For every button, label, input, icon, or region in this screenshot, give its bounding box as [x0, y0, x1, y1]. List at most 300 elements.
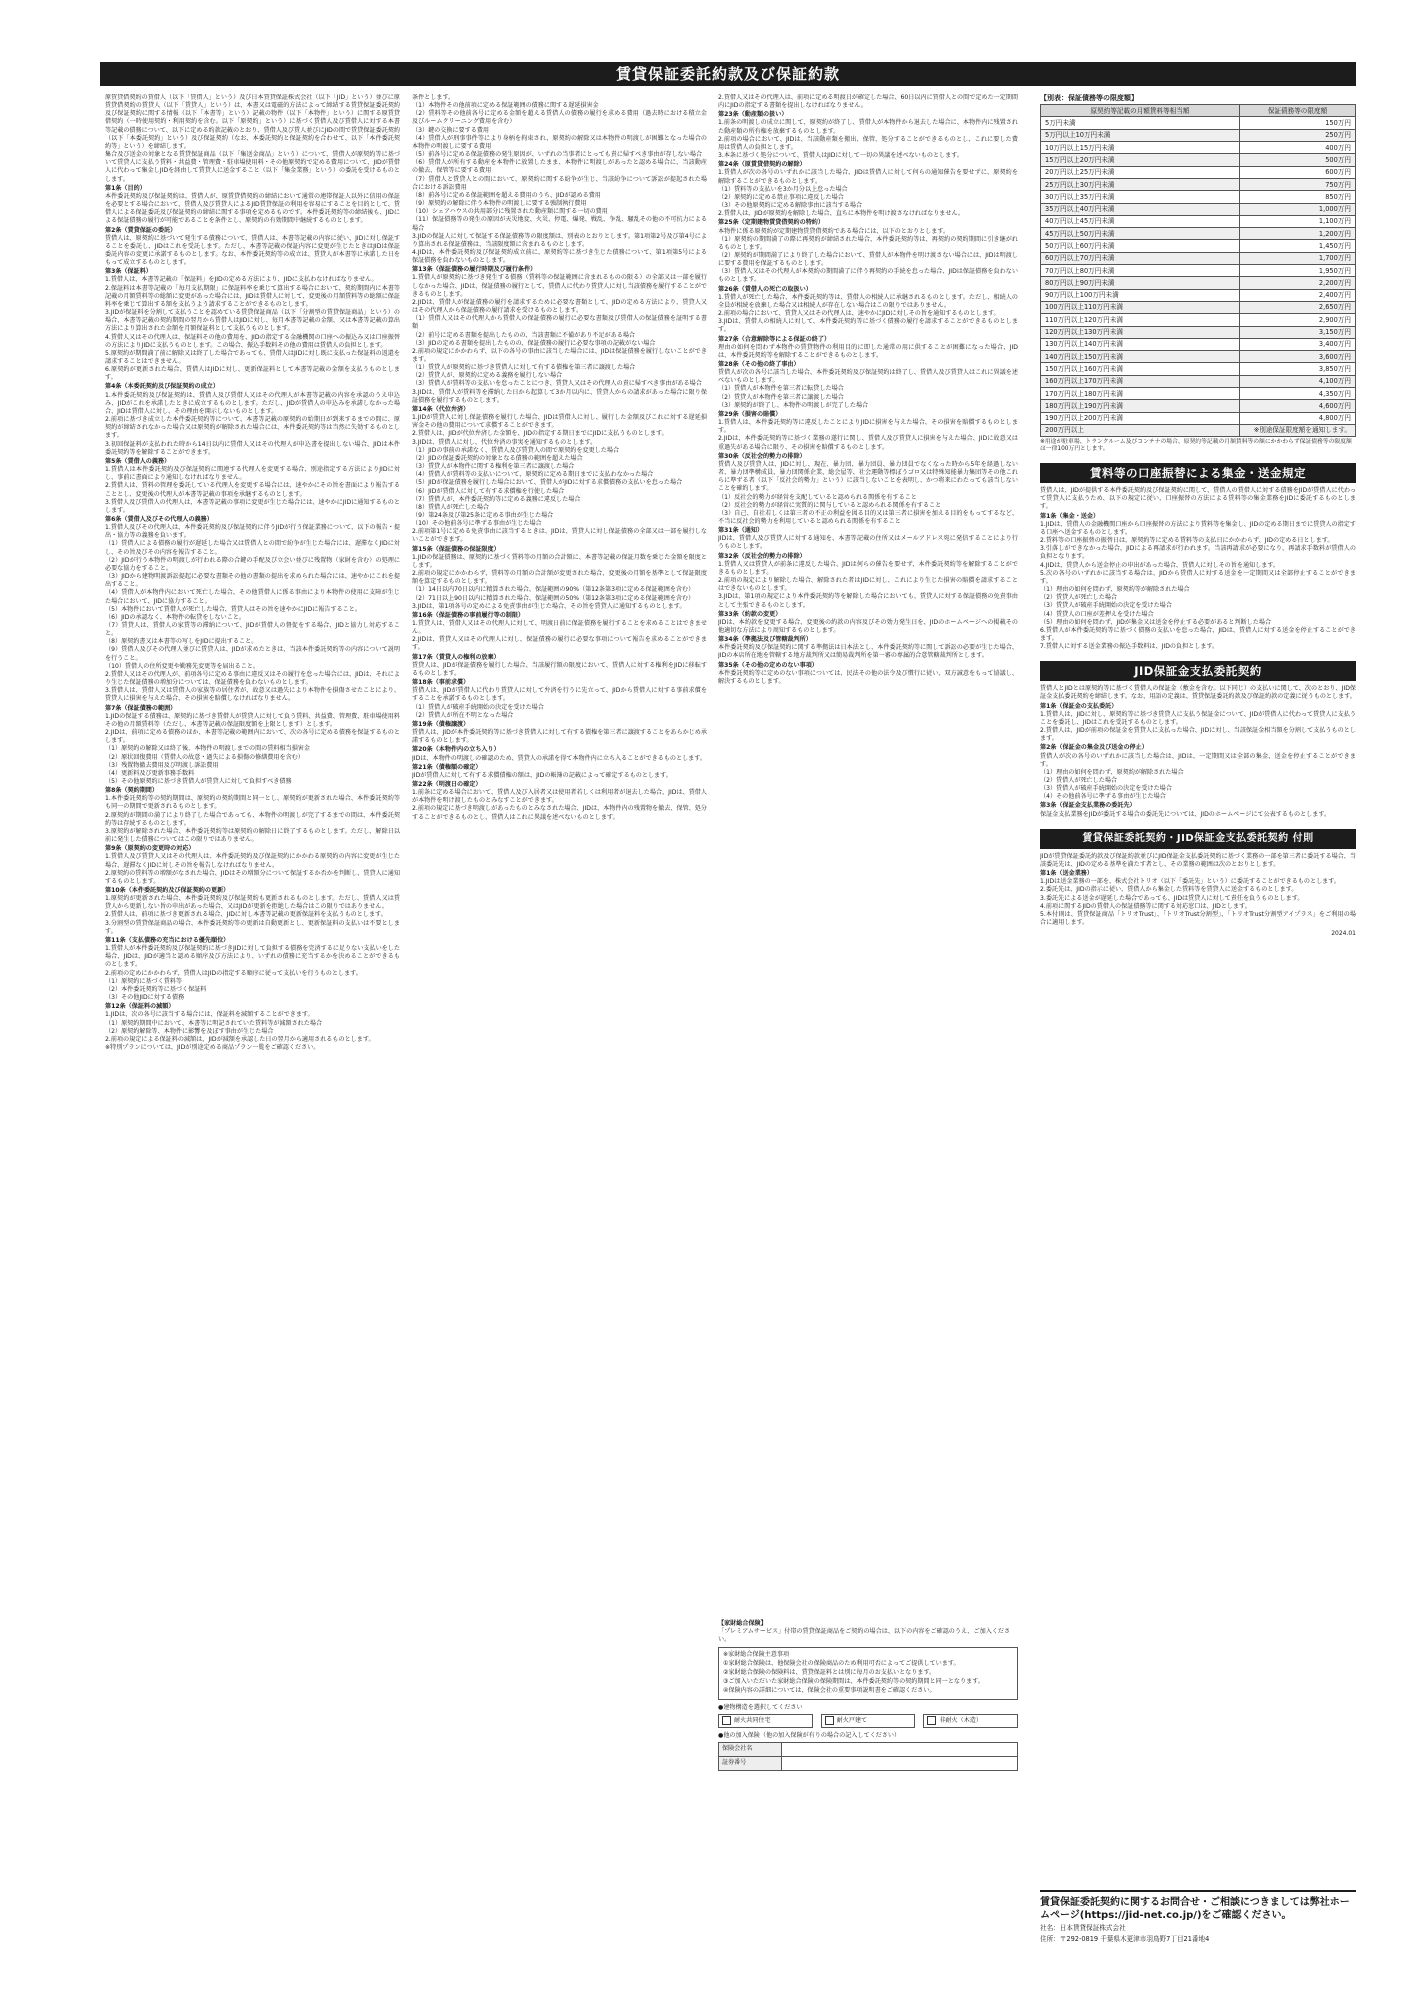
rent-range-cell: 80万円以上90万円未満 [1041, 277, 1240, 289]
article-paragraph: 3.JIDの保証人に対して保証する保証債務等の限度額は、別表のとおりとします。第1項第2号及び第4号により算出される保証債務は、当該限度額に含まれるものとします。 [412, 232, 707, 248]
article-heading: 第29条（損害の賠償） [718, 410, 782, 418]
article-heading: 第31条（通知） [718, 527, 764, 535]
article-paragraph: 2.賃借人又はその代理人が、前項各号に定める事由に違反又はその履行を怠った場合には、JIDは、それにより生じた保証債務の増加分については、保証債務を負わないものとします。 [105, 670, 400, 687]
article-paragraph: （3）鍵の交換に要する費用 [412, 126, 490, 134]
article-heading: 第1条（送金業務） [1040, 870, 1093, 878]
article-paragraph: 1.本件委託契約及び保証契約は、賃借人及び賃借人又はその代理人が本書等記載の内容を承認のうえ申込み、JIDがこれを承諾したときに成立するものとします。ただし、JIDが賃借人の申込みを承諾しなかった場合、JIDは賃借人に対し、その理由を開示しないものとします。 [105, 391, 400, 415]
article-heading: 第2条（賃貸保証の委託） [105, 226, 177, 234]
limit-cell: 850万円 [1240, 191, 1356, 203]
structure-label: ●建物構造を選択してください [718, 1703, 803, 1711]
limit-cell: 400万円 [1240, 142, 1356, 154]
article-paragraph: （2）賃貸人が、原契約に定める義務を履行しない場合 [412, 372, 563, 380]
article-paragraph: 2.JIDは、賃借人が保証債務の履行を請求するために必要な書類として、JIDの定める方法により、賃貸人又はその代理人から保証債務の履行請求を受けるものとします。 [412, 298, 707, 315]
article-paragraph: 賃借人は、JIDが本件委託契約等に基づき賃借人に対して有する債権を第三者に譲渡することをあらかじめ承諾するものとします。 [412, 729, 707, 745]
insurance-note-1: ①家財総合保険は、他保険会社の保険商品のため利用可否によってご提供しています。 [723, 1659, 960, 1667]
annex-title: 賃貸保証委託契約・JID保証金支払委託契約 付則 [1040, 829, 1356, 849]
article-paragraph: JIDは、本物件の明渡しの確認のため、賃貸人の承諾を得て本物件内に立ち入ることができるものとします。 [412, 754, 706, 762]
article-paragraph: 5.本付則は、賃貸保証商品「トリオTrust」、「トリオTrust分割型」、「トリオTrust分割型アイプラス」をご利用の場合に適用します。 [1040, 910, 1356, 927]
article-paragraph: 2.JIDは、本件委託契約等に基づく業務の遂行に関し、賃借人及び賃貸人に損害を与えた場合、JIDに故意又は重過失がある場合に限り、その損害を賠償するものとします。 [718, 435, 1018, 451]
article-paragraph: 1.JIDは、賃借人の金融機関口座から口座振替の方法により賃料等を集金し、JIDの定める期日までに賃貸人の指定する口座へ送金するものとします。 [1040, 520, 1356, 536]
article-paragraph: （9）第24条及び第25条に定める事由が生じた場合 [412, 511, 554, 519]
article-paragraph: 原賃貸借契約の賃借人（以下「賃借人」という）及び日本賃貸保証株式会社（以下「JID」という）並びに原賃貸借契約の賃貸人（以下「賃貸人」という）は、本書又は電磁的方法によって締結する賃貸保証委託契約及び保証契約に関する情報（以下「本書等」という）記載の物件（以下「本物件」という）に関する原賃貸借契約（一時使用契約・利用契約を含む。以下「原契約」という）に基づく賃借人及び賃借人に対する本書等記載の債務について、以下に定める約款記載のとおり、賃借人及び賃人並びにJIDの間で賃貸保証委託契約（以下「本委託契約」という）及び保証契約（なお、本委託契約と保証契約を合わせて、以下「本件委託契約等」という）を締結します。 [105, 94, 400, 150]
article-paragraph: 1.本件委託契約等の契約期間は、原契約の契約期間と同一とし、原契約が更新された場合、本件委託契約等も同一の期間で更新されるものとします。 [105, 795, 400, 811]
checkbox-icon[interactable] [825, 1716, 834, 1725]
limit-cell: 750万円 [1240, 178, 1356, 190]
article-paragraph: 2.前項の規定に基づき明渡しがあったものとみなされた場合、JIDは、本物件内の残置物を撤去、保管、処分することができるものとし、賃借人はこれに異議を述べないものとします。 [412, 805, 707, 821]
article-paragraph: 2.賃借人は、JIDが前項の保証金を賃貸人に支払った場合、JIDに対し、当該保証金相当額を分割して支払うものとします。 [1040, 727, 1356, 743]
insurer-name-label: 保険会社名 [719, 1743, 782, 1757]
checkbox-icon[interactable] [927, 1716, 936, 1725]
table-row [1041, 375, 1356, 387]
article-paragraph: 3.委託先による送金が遅延した場合であっても、JIDは賃貸人に対して責任を負うものとします。 [1040, 894, 1304, 902]
article-paragraph: 1.賃借人は、本件委託契約等に違反したことによりJIDに損害を与えた場合、その損害を賠償するものとします。 [718, 419, 1018, 435]
terms-column-3 [718, 94, 1018, 1614]
rent-range-cell: 180万円以上190万円未満 [1041, 400, 1240, 412]
rent-range-cell: 110万円以上120万円未満 [1041, 314, 1240, 326]
article-paragraph: （1）14日以内70日以内に精算された場合、保証範囲の90%（第12条第3項に定める保証範囲を含む） [412, 586, 695, 594]
company-name: 社名：日本賃貸保証株式会社 [1040, 1924, 1126, 1932]
limit-cell: 150万円 [1240, 117, 1356, 129]
rent-range-cell: 50万円以上60万円未満 [1041, 240, 1240, 252]
structure-option-fireproof-house[interactable] [821, 1714, 916, 1728]
table-row [1041, 252, 1356, 264]
article-paragraph: 1.JIDの保証債務は、原契約に基づく賃料等の月額の合計額に、本書等記載の保証月数を乗じた金額を限度とします。 [412, 553, 707, 569]
option-label: 耐火共同住宅 [734, 1716, 771, 1724]
contact-block [1040, 1890, 1356, 1962]
limit-cell: 600万円 [1240, 166, 1356, 178]
article-paragraph: 1.JIDは送金業務の一部を、株式会社トリオ（以下「委託先」という）に委託することができるものとします。 [1040, 878, 1340, 886]
article-heading: 第35条（その他の定めのない事項） [718, 661, 818, 669]
table-row [1041, 351, 1356, 363]
article-paragraph: （2）賃貸人が死亡した場合 [1040, 594, 1118, 602]
article-paragraph: （4）更新料及び更新事務手数料 [105, 769, 195, 777]
article-paragraph: 2.前項の定めにかかわらず、賃借人はJIDの指定する順序に従って支払いを行うものとします。 [105, 969, 362, 977]
limit-cell: ※別途保証限度額を通知します。 [1240, 424, 1356, 436]
article-paragraph: 3.初回保証料が支払われた時から14日以内に賃借人又はその代理人が申込書を提出しない場合、JIDは本件委託契約等を解除することができます。 [105, 440, 400, 456]
article-paragraph: 3.JIDは、賃借人の相続人に対して、本件委託契約等に基づく債務の履行を請求することができるものとします。 [718, 318, 1018, 334]
article-paragraph: 1.JIDは、次の各号に該当する場合には、保証料を減額することができます。 [105, 1011, 314, 1019]
article-heading: 第26条（賃借人の死亡の取扱い） [718, 285, 812, 293]
article-paragraph: 3.分割型の賃貸保証商品の場合、本件委託契約等の更新は自動更新とし、更新保証料の支払いは不要とします。 [105, 919, 400, 935]
article-paragraph: 3.賃借人及び賃借人の代理人は、本書等記載の事項に変更が生じた場合には、速やかにJIDに通知するものとします。 [105, 498, 400, 514]
article-heading: 第28条（その他の終了事由） [718, 361, 800, 368]
table-row [1041, 129, 1356, 141]
table-row [1041, 326, 1356, 338]
other-insurance-table [718, 1742, 1018, 1771]
insurance-note-2: ②家財総合保険の保険料は、賃貸保証料とは別に毎月のお支払いとなります。 [723, 1669, 936, 1677]
article-paragraph: （4）賃借人が刑事事件等により身柄を拘束され、原契約の解除又は本物件の明渡しが困難となった場合の本物件の明渡しに要する費用 [412, 134, 707, 150]
article-paragraph: 2.賃借人は、賃料の管理を委託している代理人を変更する場合には、速やかにその旨を書面により報告することとし、変更後の代理人が本書等記載の事項を承継するものとします。 [105, 482, 400, 498]
article-paragraph: （2）本件委託契約等に基づく保証料 [105, 985, 207, 993]
article-paragraph: （3）JIDから建物明渡訴訟提起に必要な書類その他の書類の提出を求められた場合には、速やかにこれを提出すること。 [105, 573, 400, 589]
contact-lead: 賃貸保証委託契約に関するお問合せ・ご相談につきましては弊社ホームページ(https://jid-net.co.jp/)をご確認ください。 [1040, 1897, 1350, 1921]
article-paragraph: 2.保証料は本書等記載の「毎月支払期限」に保証料率を乗じて算出する場合において、契約期間内に本書等記載の月額賃料等の総額に変更があった場合には、JIDは賃借人に対して、変更後の月額賃料等の総額に保証料率を乗じて算出する額を支払うよう請求することができるものとします。 [105, 284, 400, 308]
article-heading: 第3条（保証料） [105, 268, 152, 276]
option-label: 非耐火（木造） [939, 1716, 982, 1724]
rent-range-cell: 90万円以上100万円未満 [1041, 289, 1240, 301]
article-heading: 第2条（保証金の集金及び送金の停止） [1040, 744, 1148, 752]
rent-range-cell: 120万円以上130万円未満 [1041, 326, 1240, 338]
article-paragraph: 1.JIDの保証する債務は、原契約に基づき賃借人が賃貸人に対して負う賃料、共益費、管理費、駐車場使用料その他の月額賃料等（ただし、本書等記載の保証限度額を上限とします）とします。 [105, 712, 400, 728]
other-insurance-label: ●他の加入保険（他の加入保険が有りの場合の記入してください） [718, 1731, 901, 1739]
article-heading: 第19条（債権譲渡） [412, 720, 470, 728]
rent-range-cell: 5万円以上10万円未満 [1041, 129, 1240, 141]
article-paragraph: （2）賃借人が所在不明となった場合 [412, 711, 514, 719]
article-paragraph: 本物件に係る原契約が定期建物賃貸借契約である場合には、以下のとおりとします。 [718, 227, 950, 235]
article-paragraph: （9）原契約の解除に伴う本物件の明渡しに要する強制執行費用 [412, 200, 587, 208]
rent-range-cell: 70万円以上80万円未満 [1041, 265, 1240, 277]
article-paragraph: （3）賃借人が破産手続開始の決定を受けた場合 [1040, 785, 1172, 793]
terms-column-2 [412, 94, 707, 1989]
article-paragraph: 4.JIDは、賃貸人から送金停止の申出があった場合、賃借人に対しその旨を通知します。 [1040, 561, 1280, 569]
article-heading: 第16条（保証債務の事前履行等の制限） [412, 611, 525, 619]
structure-option-fireproof-apartment[interactable] [718, 1714, 813, 1728]
article-paragraph: （3）賃借人又はその代理人が本契約の期間満了に伴う再契約の手続を怠った場合、JIDは保証債務を負わないものとします。 [718, 268, 1018, 284]
article-heading: 第3条（保証金支払業務の委託先） [1040, 802, 1136, 810]
guarantee-limit-table [1040, 104, 1356, 437]
article-paragraph: 3.引落しができなかった場合、JIDによる再請求が行われます。当該再請求が必要になり、再請求手数料が賃借人の負担となります。 [1040, 545, 1356, 561]
rent-range-cell: 190万円以上200万円未満 [1041, 412, 1240, 424]
article-paragraph: 2.前項の場合において、賃貸人又はその代理人は、速やかにJIDに対しその旨を通知するものとします。 [718, 310, 1000, 318]
article-paragraph: （4）その他前各号に準ずる事由が生じた場合 [1040, 793, 1166, 801]
article-heading: 第33条（約款の変更） [718, 610, 782, 618]
article-paragraph: （5）前各号に定める保証債務の発生原因が、いずれの当事者にとっても責に帰すべき事由が存しない場合 [412, 151, 703, 159]
article-heading: 第8条（契約期間） [105, 787, 158, 795]
policy-number-field[interactable] [782, 1757, 1018, 1771]
article-paragraph: （1）賃借人が破産手続開始の決定を受けた場合 [412, 703, 544, 711]
article-heading: 第21条（債権額の確定） [412, 763, 482, 771]
article-heading: 第1条（集金・送金） [1040, 512, 1100, 520]
table-row [1041, 424, 1356, 436]
limit-cell: 4,600万円 [1240, 400, 1356, 412]
article-paragraph: 賃借人とJIDとは原契約等に基づく賃借人の保証金（敷金を含む。以下同じ）の支払いに関して、次のとおり、JID保証金支払委託契約を締結します。なお、用語の定義は、賃貸保証委託約款及び保証約款の定義に従うものとします。 [1040, 685, 1356, 701]
table-row [1041, 166, 1356, 178]
article-paragraph: 2.前項の規定による保証料の減額は、JIDが減額を承認した日の翌月から適用されるものとします。 [105, 1035, 375, 1043]
article-paragraph: 3.JIDは、賃借人が賃料等を滞納した日から起算して3か月以内に、賃貸人からの請求があった場合に限り保証債務を履行するものとします。 [412, 388, 707, 404]
rent-range-cell: 140万円以上150万円未満 [1041, 351, 1240, 363]
article-paragraph: 1.賃借人は本件委託契約及び保証契約に関連する代理人を変更する場合、別途指定する方法によりJIDに対し、事前に書面により通知しなければなりません。 [105, 466, 400, 482]
limit-cell: 4,800万円 [1240, 412, 1356, 424]
article-paragraph: 1.賃借人は、本書等記載の「保証料」をJIDの定める方法により、JIDに支払わなければなりません。 [105, 276, 378, 284]
article-heading: 第17条（賃貸人の権利の放棄） [412, 653, 500, 661]
insurance-note-4: ④保険内容の詳細については、保険会社の重要事項説明書をご確認ください。 [723, 1687, 936, 1695]
article-paragraph: （5）JIDが保証債務を履行した場合において、賃借人がJIDに対する求償債務の支払いを怠った場合 [412, 479, 683, 487]
article-paragraph: （3）賃貸人が破産手続開始の決定を受けた場合 [1040, 602, 1172, 610]
article-paragraph: （9）賃借人及びその代理人並びに賃貸人は、JIDが求めたときは、当該本件委託契約等の内容について説明を行うこと。 [105, 646, 400, 662]
article-paragraph: 4.前項に関するJIDの賃借人の保証債務等に関する対応窓口は、JIDとします。 [1040, 902, 1251, 910]
article-paragraph: （6）賃借人が所有する動産を本物件に放置したまま、本物件に明渡しがあったと認める場合に、当該動産の撤去、保管等に要する費用 [412, 159, 707, 175]
article-paragraph: 1.賃借人及びその代理人は、本件委託契約及び保証契約に伴うJIDが行う保証業務について、以下の報告・提出・協力等の義務を負います。 [105, 524, 400, 540]
jid-deposit-title: JID保証金支払委託契約 [1040, 661, 1356, 681]
article-paragraph: 2.賃料等の口座振替の振替日は、原契約等に定める賃料等の支払日にかかわらず、JIDの定める日とします。 [1040, 537, 1334, 545]
table-row [1041, 400, 1356, 412]
article-paragraph: 3.JIDは、第1項各号の定めによる免責事由が生じた場合、その旨を賃貸人に通知するものとします。 [412, 602, 686, 610]
table-row [1041, 117, 1356, 129]
article-heading: 第32条（反社会的勢力の排除） [718, 552, 806, 560]
fee-table-note: ※用途が駐車場、トランクルーム及びコンテナの場合、原契約等記載の月額賃料等の額にかかわらず保証債務等の限度額は一律100万円とします。 [1040, 439, 1352, 453]
article-paragraph: 6.賃借人が本件委託契約等に基づく債務の支払いを怠った場合、JIDは、賃借人に対する送金を停止することができます。 [1040, 626, 1356, 642]
article-paragraph: （2）賃料等その他前各号に定める金額を超える賃借人の債務の履行を求める費用（過去時における積立金及びルームクリーニング費用を含む） [412, 110, 707, 126]
article-paragraph: （1）原契約に基づく賃料等 [105, 977, 183, 985]
article-heading: 第7条（保証債務の範囲） [105, 704, 177, 712]
article-paragraph: （1）賃料等の支払いを3か月分以上怠った場合 [718, 185, 848, 193]
table-row [1041, 154, 1356, 166]
rent-range-cell: 40万円以上45万円未満 [1041, 215, 1240, 227]
article-paragraph: 1.賃借人が死亡した場合、本件委託契約等は、賃借人の相続人に承継されるものとします。ただし、相続人の全員が相続を放棄した場合又は相続人が存在しない場合はこの限りではありません。 [718, 293, 1018, 309]
article-paragraph: 本件委託契約等に定めのない事項については、民法その他の法令及び慣行に従い、双方誠意をもって協議し、解決するものとします。 [718, 669, 1018, 685]
rent-range-cell: 35万円以上40万円未満 [1041, 203, 1240, 215]
article-heading: 第14条（代位弁済） [412, 405, 470, 413]
rent-range-cell: 60万円以上70万円未満 [1041, 252, 1240, 264]
terms-column-1 [105, 94, 400, 1989]
article-paragraph: 3.本条に基づく処分について、賃借人はJIDに対して一切の異議を述べないものとします。 [718, 152, 963, 160]
revision-date: 2024.01 [1331, 930, 1356, 938]
insurance-intro: 「プレミアムサービス」付帯の賃貸保証商品をご契約の場合は、以下の内容をご確認のうえ、ご加入ください。 [718, 1628, 1011, 1644]
article-paragraph: （2）原状回復費用（賃借人の故意・過失による損傷の修繕費用を含む） [105, 753, 304, 761]
article-paragraph: 2.前項の規定により解除した場合、解除された者はJIDに対し、これにより生じた損害の賠償を請求することはできないものとします。 [718, 577, 1018, 593]
article-heading: 第25条（定期建物賃貸借契約の特約） [718, 219, 824, 227]
table-header-rent: 原契約等記載の月額賃料等相当額 [1041, 105, 1240, 117]
article-paragraph: （7）賃借人が、本件委託契約等に定める義務に違反した場合 [412, 495, 581, 503]
limit-cell: 2,900万円 [1240, 314, 1356, 326]
article-paragraph: （1）賃貸人が原契約に基づき賃借人に対して有する債権を第三者に譲渡した場合 [412, 364, 636, 372]
article-paragraph: （1）反社会的勢力が経営を支配していると認められる関係を有すること [718, 493, 917, 501]
article-paragraph: 1.賃借人が原契約に基づき発生する債務（賃料等の保証範囲に含まれるものの限る）の全部又は一部を履行しなかった場合、JIDは、保証債務の履行として、賃借人に代わり賃貸人に対し当該債務を履行することができるものとします。 [412, 274, 707, 298]
article-heading: 第5条（賃借人の義務） [105, 457, 171, 465]
article-paragraph: （1）原契約の期間満了の際に再契約が締結された場合、本件委託契約等は、再契約の契約期間に引き継がれるものとします。 [718, 235, 1018, 251]
table-row [1041, 387, 1356, 399]
table-row [1041, 215, 1356, 227]
article-heading: 第11条（支払債務の充当における優先順位） [105, 936, 230, 944]
article-heading: 第1条（目的） [105, 184, 146, 192]
article-paragraph: 集合及び送金の対象となる賃貸保証商品（以下「集送金商品」という）について、賃借人が原契約等に基づいて賃貸人に支払う賃料・共益費・管理費・駐車場使用料・その他原契約で定める費用について、JIDが賃借人に代わって集金しJIDを経由して賃貸人に送金すること（以下「集金業務」という）の委託を受けるものとします。 [105, 151, 400, 183]
article-paragraph: （4）賃借人が賃料等の支払いについて、原契約に定める期日までに支払わなかった場合 [412, 471, 654, 479]
article-paragraph: 2.原契約が期間の満了により終了した場合であっても、本物件の明渡しが完了するまでの間は、本件委託契約等は存続するものとします。 [105, 811, 400, 827]
article-paragraph: （10）その他前各号に準ずる事由が生じた場合 [412, 520, 542, 528]
article-paragraph: （2）71日以上90日以内に精算された場合、保証範囲の50%（第12条第3項に定める保証範囲を含む） [412, 594, 695, 602]
checkbox-icon[interactable] [722, 1716, 731, 1725]
page-title: 賃貸保証委託約款及び保証約款 [100, 62, 1356, 86]
annex-body [1040, 853, 1356, 927]
article-paragraph: 2.前項の規定にかかわらず、賃料等の月額の合計額が変更された場合、変更後の月額を基準として保証限度額を算定するものとします。 [412, 570, 707, 586]
article-heading: 第13条（保証債務の履行時期及び履行条件） [412, 266, 537, 274]
article-heading: 第22条（明渡日の確定） [412, 780, 482, 788]
table-row [1041, 363, 1356, 375]
article-paragraph: 1.賃貸人は、賃借人又はその代理人に対して、明渡日前に保証債務を履行することを求めることはできません。 [412, 620, 707, 636]
article-paragraph: 賃借人は、JIDが賃借人に代わり賃貸人に対して弁済を行うに先立って、JIDから賃借人に対する事前求償をすることを承諾するものとします。 [412, 687, 707, 703]
article-paragraph: （8）原契約書又は本書等の写しをJIDに提出すること。 [105, 638, 258, 646]
article-paragraph: JIDが賃貸保証委託約款及び保証約款並びにJID保証金支払委託契約に基づく業務の一部を第三者に委託する場合、当該委託先は、JIDの定める基準を満たす者とし、その業務の範囲は次のとおりとします。 [1040, 852, 1356, 868]
article-heading: 第4条（本委託契約及び保証契約の成立） [105, 383, 219, 391]
limit-cell: 2,650万円 [1240, 301, 1356, 313]
article-paragraph: 2.JIDは、前項に定める債務のほか、本書等記載の範囲内において、次の各号に定める債務を保証するものとします。 [105, 729, 400, 745]
article-paragraph: （3）その他原契約に定める解除事由に該当する場合 [718, 202, 863, 210]
option-label: 耐火戸建て [836, 1716, 868, 1724]
table-row [1041, 412, 1356, 424]
rent-range-cell: 20万円以上25万円未満 [1041, 166, 1240, 178]
article-paragraph: 理由の如何を問わず本物件の賃貸物件の利用目的に即した通常の用に供することが困難になった場合、JIDは、本件委託契約等を解除することができるものとします。 [718, 343, 1018, 359]
article-paragraph: （7）賃借人と賃貸人との間において、原契約に関する紛争が生じ、当該紛争について訴訟が提起された場合における訴訟費用 [412, 175, 707, 191]
article-paragraph: （1）賃借人が本物件を第三者に転貸した場合 [718, 385, 844, 393]
transfer-rules-title: 賃料等の口座振替による集金・送金規定 [1040, 463, 1356, 483]
rent-range-cell: 170万円以上180万円未満 [1041, 387, 1240, 399]
limit-cell: 1,700万円 [1240, 252, 1356, 264]
table-row [1041, 338, 1356, 350]
article-paragraph: 賃借人は、原契約に基づいて発生する債務について、賃借人は、本書等記載の内容に従い、JIDに対し保証することを委託し、JIDはこれを受託します。ただし、本書等記載の保証内容に変更が生じたときはJIDは保証委託内容の変更に承諾するものとします。なお、本件委託契約等の成立は、賃貸人が本書等に承諾した日をもって成立するものとします。 [105, 234, 400, 267]
article-paragraph: 1.賃借人が次の各号のいずれかに該当した場合、JIDは賃借人に対して何らの通知催告を要せずに、原契約を解除することができるものとします。 [718, 169, 1018, 185]
article-heading: 第6条（賃借人及びその代理人の義務） [105, 515, 213, 523]
article-paragraph: （3）自己、自社若しくは第三者の不正の利益を図る目的又は第三者に損害を加える目的をもってするなど、不当に反社会的勢力を利用していると認められる関係を有すること [718, 509, 1018, 525]
article-paragraph: （2）前号に定める書類を提出したものの、当該書類に不備があり不足がある場合 [412, 331, 636, 339]
article-heading: 第23条（動産類の扱い） [718, 111, 788, 119]
article-paragraph: 2.JIDは、賃貸人又はその代理人に対し、保証債務の履行に必要な事項について報告を求めることができます。 [412, 636, 707, 652]
article-heading: 第9条（原契約の変更時の対応） [105, 845, 195, 853]
limit-cell: 3,400万円 [1240, 338, 1356, 350]
table-row [1041, 203, 1356, 215]
article-heading: 第30条（反社会的勢力の排除） [718, 452, 806, 460]
article-heading: 第1条（保証金の支払委託） [1040, 702, 1118, 710]
article-paragraph: 4.JIDは、本件委託契約及び保証契約成立前に、原契約等に基づき生じた債務について、第1項第5号による保証債務を負わないものとします。 [412, 248, 707, 265]
article-paragraph: 3.原契約が解除された場合、本件委託契約等は原契約の解除日に終了するものとします。ただし、解除日以前に発生した債務についてはこの限りではありません。 [105, 827, 400, 844]
article-paragraph: （3）JIDの定める書類を提出したものの、保証債務の履行に必要な事項の記載がない場合 [412, 339, 656, 347]
article-paragraph: 1.前条に定める場合において、賃借人及び入居者又は使用者若しくは利用者が退去した場合、JIDは、賃借人が本物件を明け渡したものとみなすことができます。 [412, 789, 707, 805]
table-row [1041, 240, 1356, 252]
article-paragraph: （3）賃貸人が本物件に関する権利を第三者に譲渡した場合 [412, 463, 575, 471]
article-paragraph: （6）JIDの承認なく、本物件の転貸をしないこと。 [105, 613, 246, 621]
article-paragraph: 賃貸人は、JIDが保証債務を履行した場合、当該履行額の限度において、賃借人に対する権利をJIDに移転するものとします。 [412, 661, 707, 677]
article-paragraph: 2.前項の場合において、JIDは、当該動産類を搬出、保管、処分することができるものとし、これに要した費用は賃借人の負担とします。 [718, 135, 1018, 151]
article-paragraph: 2.賃借人又はその代理人は、前項に定める明渡日が確定した場合、60日以内に賃借人との間で定めた一定期間内にJIDの指定する書類を提出しなければなりません。 [718, 94, 1018, 110]
limit-cell: 1,950万円 [1240, 265, 1356, 277]
limit-cell: 1,200万円 [1240, 228, 1356, 240]
limit-cell: 1,000万円 [1240, 203, 1356, 215]
structure-option-wooden[interactable] [923, 1714, 1018, 1728]
article-paragraph: 条件とします。 [412, 94, 455, 101]
article-paragraph: 2.賃借人は、JIDが代位弁済した金額を、JIDの指定する期日までにJIDに支払うものとします。 [412, 430, 668, 438]
rent-range-cell: 200万円以上 [1041, 424, 1240, 436]
transfer-rules-body [1040, 487, 1356, 651]
article-paragraph: （10）シェアハウスの共用部分に残置された動産類に関する一切の費用 [412, 208, 608, 216]
limit-cell: 2,200万円 [1240, 277, 1356, 289]
article-paragraph: （1）理由の如何を問わず、原契約等が解除された場合 [1040, 586, 1190, 594]
table-row [1041, 178, 1356, 190]
jid-deposit-body [1040, 685, 1356, 819]
article-paragraph: （3）残置物撤去費用及び明渡し訴訟費用 [105, 761, 219, 769]
table-row [1041, 277, 1356, 289]
limit-cell: 2,400万円 [1240, 289, 1356, 301]
article-paragraph: （1）原契約期間中において、本書等に明記されていた賃料等が減額された場合 [105, 1019, 323, 1027]
article-paragraph: （1）理由の如何を問わず、原契約が解除された場合 [1040, 768, 1184, 776]
article-paragraph: 1.賃借人は、JIDに対し、原契約等に基づき賃貸人に支払う保証金について、JIDが賃借人に代わって賃貸人に支払うことを委託し、JIDはこれを受託するものとします。 [1040, 710, 1356, 726]
article-paragraph: （2）賃借人が死亡した場合 [1040, 777, 1118, 785]
table-header-limit: 保証債務等の限度額 [1240, 105, 1356, 117]
article-paragraph: 本件委託契約及び保証契約は、賃借人が、原賃貸借契約の締結において通常の連帯保証人以外に信用の保証を必要とする場合において、賃借人及び賃貸人によるJID賃貸保証の利用を容易にすることを目的として、賃借人による保証委託及び保証契約の締結に関する事項を定めるものです。本件委託契約等の締結後も、JIDによる保証債務の履行が可能であることを条件とし、原契約の有効期間中継続するものとします。 [105, 192, 400, 225]
article-paragraph: （5）本物件において賃借人が死亡した場合、賃貸人はその旨を速やかにJIDに報告すること。 [105, 605, 361, 613]
article-heading: 第27条（合意解除等による保証の終了） [718, 335, 831, 343]
company-address: 住所：〒292-0819 千葉県木更津市羽鳥野7丁目21番地4 [1040, 1935, 1210, 1943]
limit-cell: 1,100万円 [1240, 215, 1356, 227]
article-paragraph: （8）賃借人が死亡した場合 [412, 503, 490, 511]
policy-number-label: 証券番号 [719, 1757, 782, 1771]
article-paragraph: （1）JIDの事前の承諾なく、賃借人及び賃貸人の間で原契約を変更した場合 [412, 446, 620, 454]
article-paragraph: （5）その他原契約に基づき賃借人が賃貸人に対して負担すべき債務 [105, 777, 292, 785]
article-paragraph: 賃借人が次の各号のいずれかに該当した場合は、JIDは、一定期間又は全部の集金、送金を停止することができます。 [1040, 752, 1356, 768]
rent-range-cell: 5万円未満 [1041, 117, 1240, 129]
table-row [1041, 314, 1356, 326]
article-paragraph: 2.賃借人は、前項に基づき更新される場合、JIDに対し本書等記載の更新保証料を支払うものとします。 [105, 911, 387, 919]
rent-range-cell: 10万円以上15万円未満 [1041, 142, 1240, 154]
article-paragraph: 3.JIDは、第1項の規定により本件委託契約等を解除した場合においても、賃貸人に対する保証債務の免責事由として主張できるものとします。 [718, 593, 1018, 609]
fee-table-title: 【別表：保証債務等の限度額】 [1040, 94, 1138, 102]
article-paragraph: （10）賃借人の住所変更や勤務先変更等を届出ること。 [105, 662, 260, 670]
article-paragraph: 5.原契約が期間満了前に解除又は終了した場合であっても、賃借人はJIDに対し既に支払った保証料の返還を請求することはできません。 [105, 349, 400, 365]
article-paragraph: （2）JIDの保証委託契約の対象となる債務の範囲を超えた場合 [412, 454, 583, 462]
article-paragraph: （2）反社会的勢力が経営に実質的に関与していると認められる関係を有すること [718, 501, 942, 509]
article-paragraph: （1）賃借人又はその代理人から賃借人の保証債務の履行に必要な書類及び賃借人の保証債務を証明する書類 [412, 315, 707, 331]
table-row [1041, 301, 1356, 313]
article-paragraph: （2）原契約が期間満了により終了した場合において、賃借人が本物件を明け渡さない場合には、JIDは明渡しに要する費用を保証するものとします。 [718, 251, 1018, 268]
rent-range-cell: 15万円以上20万円未満 [1041, 154, 1240, 166]
limit-cell: 250万円 [1240, 129, 1356, 141]
insurance-notes-box [718, 1647, 1018, 1700]
article-paragraph: 2.前項に基づき成立した本件委託契約等について、本書等記載の原契約の始期日が到来するまでの間に、原契約が締結されなかった場合又は原契約が解除された場合には、本件委託契約等は当然に失効するものとします。 [105, 416, 400, 440]
article-paragraph: （11）保証債務等の発生の原因が天災地変、火災、停電、爆発、戦乱、争乱、騒乱その他の不可抗力による場合 [412, 216, 707, 232]
rent-range-cell: 160万円以上170万円未満 [1041, 375, 1240, 387]
article-paragraph: 4.賃借人又はその代理人は、保証料その他の費用を、JIDの指定する金融機関の口座への振込み又は口座振替の方法によりJIDに支払うものとします。この場合、振込手数料その他の費用は賃借人の負担とします。 [105, 333, 400, 349]
article-paragraph: （4）賃貸人の口座が差押えを受けた場合 [1040, 610, 1154, 618]
article-paragraph: 2.前項第1号に定める免責事由に該当するときは、JIDは、賃貸人に対し保証債務の全部又は一部を履行しないことができます。 [412, 528, 707, 544]
insurer-name-field[interactable] [782, 1743, 1018, 1757]
article-paragraph: 賃借人が次の各号に該当した場合、本件委託契約及び保証契約は終了し、賃借人及び賃貸人はこれに異議を述べないものとします。 [718, 369, 1018, 385]
article-paragraph: （3）賃借人が賃料等の支払いを怠ったことにつき、賃貸人又はその代理人の責に帰すべき事由がある場合 [412, 380, 702, 388]
article-paragraph: JIDは、賃借人及び賃貸人に対する通知を、本書等記載の住所又はメールアドレス宛に発信することにより行うものとします。 [718, 535, 1018, 551]
rent-range-cell: 30万円以上35万円未満 [1041, 191, 1240, 203]
article-paragraph: （7）賃貸人は、賃借人の家賃等の滞納について、JIDが賃借人の督促をする場合、JIDと協力し対応すること。 [105, 622, 400, 638]
article-paragraph: 2.原契約の賃料等の増額がなされた場合、JIDはその増額分について保証するか否かを判断し、賃貸人に通知するものとします。 [105, 869, 400, 885]
article-paragraph: （1）賃借人による債務の履行が遅延した場合又は賃借人との間で紛争が生じた場合には、遅滞なくJIDに対し、その旨及びその内容を報告すること。 [105, 540, 400, 556]
limit-cell: 3,600万円 [1240, 351, 1356, 363]
article-paragraph: 賃借人及び賃貸人は、JIDに対し、現在、暴力団、暴力団員、暴力団員でなくなった時から5年を経過しない者、暴力団準構成員、暴力団関係企業、総会屋等、社会運動等標ぼうゴロ又は特殊知能暴力集団等その他これらに準ずる者（以下「反社会的勢力」という）に該当しないことを表明し、かつ将来にわたっても該当しないことを確約します。 [718, 460, 1018, 493]
article-paragraph: （8）前各号に定める保証範囲を超える費用のうち、JIDが認める費用 [412, 191, 601, 199]
article-paragraph: ※特別プランについては、JIDが別途定める商品プラン一覧をご確認ください。 [105, 1043, 320, 1051]
rent-range-cell: 100万円以上110万円未満 [1041, 301, 1240, 313]
insurance-note-3: ③ご加入いただいた家財総合保険の保険期間は、本件委託契約等の契約期間と同一となります。 [723, 1678, 984, 1686]
article-heading: 第20条（本物件内の立ち入り） [412, 746, 500, 754]
article-heading: 第18条（事前求償） [412, 679, 470, 687]
article-paragraph: 7.賃借人に対する送金業務の振込手数料は、JIDの負担とします。 [1040, 643, 1219, 651]
limit-cell: 4,100万円 [1240, 375, 1356, 387]
article-paragraph: 本件委託契約及び保証契約に関する準拠法は日本法とし、本件委託契約等に関して訴訟の必要が生じた場合、JIDの本店所在地を管轄する地方裁判所又は簡易裁判所を第一審の専属的合意管轄裁判所とします。 [718, 644, 1018, 660]
limit-cell: 3,850万円 [1240, 363, 1356, 375]
article-paragraph: 3.JIDが保証料を分割して支払うことを認めている賃貸保証商品（以下「分割型の賃貸保証商品」という）の場合、本書等記載の契約期間の翌月から賃借人はJIDに対し、毎月本書等記載の金額、又は本書等記載の算出方法により算出された金額を月額保証料として支払うものとします。 [105, 309, 400, 333]
article-paragraph: 2.賃借人は、JIDが原契約を解除した場合、直ちに本物件を明け渡さなければなりません。 [718, 210, 965, 218]
article-paragraph: JIDは、本約款を変更する場合、変更後の約款の内容及びその効力発生日を、JIDのホームページへの掲載その他適切な方法により周知するものとします。 [718, 618, 1018, 634]
article-paragraph: 1.賃借人又は賃貸人が前条に違反した場合、JIDは何らの催告を要せず、本件委託契約等を解除することができるものとします。 [718, 560, 1018, 576]
article-paragraph: （2）JIDが行う本物件の明渡しが行われる際の合鍵の手配及び立会い並びに残置物（家財を含む）の処理に必要な協力をすること。 [105, 556, 400, 572]
article-paragraph: （2）原契約解除等、本物件に影響を及ぼす事由が生じた場合 [105, 1027, 274, 1035]
right-column [1040, 94, 1356, 1884]
article-paragraph: 1.JIDが賃貸人に対し保証債務を履行した場合、JIDは賃借人に対し、履行した金額及びこれに対する遅延損害金その他の費用について求償することができます。 [412, 414, 707, 430]
insurance-sub-heading: ※家財総合保険主意事項 [723, 1650, 790, 1658]
table-row [1041, 191, 1356, 203]
article-heading: 第24条（原賃貸借契約の解除） [718, 161, 806, 169]
table-row [1041, 142, 1356, 154]
article-paragraph: 2.前項の規定にかかわらず、以下の各号の事由に該当した場合には、JIDは保証債務を履行しないことができます。 [412, 347, 707, 363]
article-paragraph: JIDが賃借人に対して有する求償債権の額は、JIDの帳簿の記載によって確定するものとします。 [412, 771, 672, 779]
article-paragraph: （3）原契約が終了し、本物件の明渡しが完了した場合 [718, 401, 869, 409]
article-paragraph: 1.賃借人及び賃貸人又はその代理人は、本件委託契約及び保証契約にかかわる原契約の内容に変更が生じた場合、遅滞なくJIDに対しその旨を報告しなければなりません。 [105, 853, 400, 869]
article-paragraph: （5）理由の如何を問わず、JIDが集金又は送金を停止する必要があると判断した場合 [1040, 618, 1272, 626]
